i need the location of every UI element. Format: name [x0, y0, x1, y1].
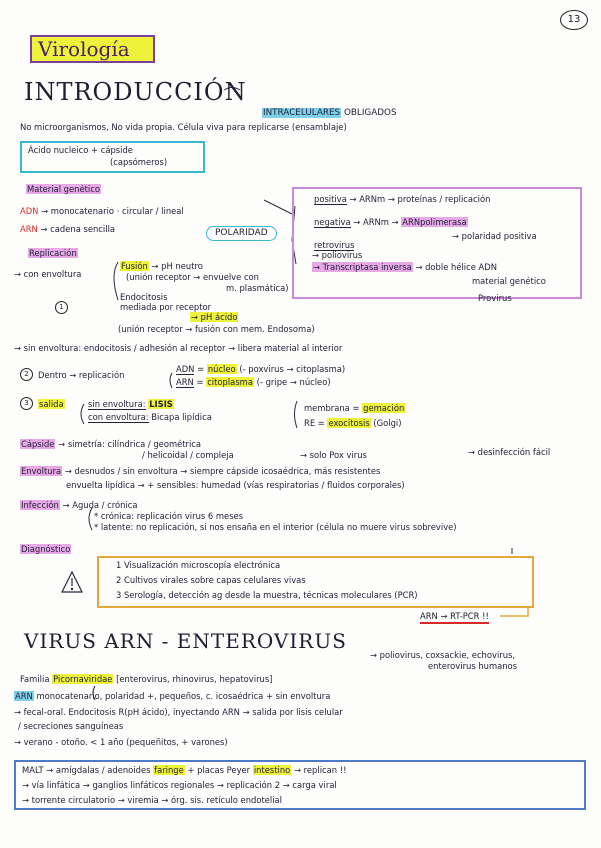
rep-adn-nucleo: núcleo	[207, 364, 236, 374]
picornaviridae-label: Picornaviridae	[53, 674, 113, 684]
con-envoltura: → con envoltura	[14, 269, 82, 279]
rep-arn-tail: (- gripe → núcleo)	[256, 377, 331, 387]
exocitosis-label: exocitosis	[328, 418, 370, 428]
polio-list-1: → poliovirus, coxsackie, echovirus,	[370, 650, 516, 660]
pol-negativa-text: → ARNm →	[353, 217, 399, 227]
fusion-label: Fusión	[121, 261, 148, 271]
acido-line-1: Ácido nucleico + cápside	[28, 145, 133, 155]
fusion-desc-2: m. plasmática)	[226, 283, 289, 293]
transcriptasa-label: → Transcriptasa inversa	[313, 262, 412, 272]
rep-arn: ARN	[176, 377, 194, 387]
torrente-label: → torrente circulatorio → viremia → órg. sis. retículo endotelial	[22, 795, 282, 805]
fecal-text: Endocitosis R(pH ácido), inyectando ARN → salida por lisis celular	[68, 707, 343, 717]
diag-3: 3 Serología, detección ag desde la muestra, técnicas moleculares (PCR)	[116, 590, 418, 600]
pol-positiva-text: → ARNm → proteínas / replicación	[349, 194, 491, 204]
warning-icon	[62, 572, 82, 592]
fusion-ph: → pH neutro	[151, 261, 203, 271]
infeccion-text: → Aguda / crónica	[62, 500, 138, 510]
familia-label: Familia	[20, 674, 50, 684]
step-3-badge: 3	[20, 397, 33, 410]
infeccion-label: Infección	[21, 500, 59, 510]
sin-envoltura: → sin envoltura: endocitosis / adhesión al receptor → libera material al interior	[14, 343, 343, 353]
obligados-label: OBLIGADOS	[343, 108, 397, 118]
capside-text: → simetría: cilíndrica / geométrica	[58, 439, 202, 449]
bicapa-label: Bicapa lipídica	[151, 412, 212, 422]
provirus-label: Provirus	[478, 293, 512, 303]
faringe-label: faringe	[154, 765, 184, 775]
acido-line-2: (capsómeros)	[110, 157, 168, 167]
infeccion-brace	[89, 508, 92, 530]
diag-2: 2 Cultivos virales sobre capas celulares vivas	[116, 575, 306, 585]
golgi-label: (Golgi)	[373, 418, 402, 428]
lisis-label: LISIS	[149, 399, 173, 409]
virus-heading: VIRUS ARN - ENTEROVIRUS	[24, 629, 347, 653]
familia-tail: [enterovirus, rhinovirus, hepatovirus]	[116, 674, 273, 684]
arn-label: ARN	[20, 224, 38, 234]
capside-label: Cápside	[21, 439, 55, 449]
via-linfatica: → vía linfática → ganglios linfáticos regionales → replicación 2 → carga viral	[22, 780, 337, 790]
replican-label: → replican !!	[293, 765, 347, 775]
polaridad-badge: POLARIDAD	[206, 226, 277, 241]
dentro-brace	[170, 373, 172, 388]
adn-text: → monocatenario · circular / lineal	[41, 206, 184, 216]
envoltura-label: Envoltura	[21, 466, 62, 476]
rep-adn-eq: =	[197, 364, 205, 374]
salida-label: salida	[39, 399, 64, 409]
retrovirus-label: retrovirus	[314, 240, 355, 250]
ph-acido: → pH ácido	[191, 312, 238, 322]
bicapa-brace	[295, 401, 298, 428]
step-2-badge: 2	[20, 368, 33, 381]
capside-text-2: / helicoidal / compleja	[142, 450, 234, 460]
replicacion-label: Replicación	[29, 248, 77, 258]
diag-1: 1 Visualización microscopía electrónica	[116, 560, 281, 570]
re-label: RE =	[304, 418, 325, 428]
endo-desc: (unión receptor → fusión con mem. Endosoma)	[118, 324, 315, 334]
intro-heading: INTRODUCCIÓN	[24, 78, 247, 106]
polio-list-2: enterovirus humanos	[428, 661, 518, 671]
rep-adn: ADN	[176, 364, 195, 374]
sin-envoltura-2: sin envoltura:	[88, 399, 146, 409]
material-genetico-label: Material genético	[27, 184, 100, 194]
cronica-label: * crónica: replicación virus 6 meses	[94, 511, 244, 521]
arn-polimerasa: ARNpolimerasa	[402, 217, 467, 227]
polaridad-arrow	[264, 200, 292, 214]
arn-2-text: monocatenario, polaridad +, pequeños, c. icosaédrica + sin envoltura	[36, 691, 331, 701]
pol-positiva: positiva	[314, 194, 347, 204]
fecal-label: → fecal-oral.	[14, 707, 66, 717]
adn-label: ADN	[20, 206, 39, 216]
transcriptasa-text: → doble hélice ADN	[415, 262, 497, 272]
arn-rtpcr: ARN → RT-PCR !!	[420, 611, 489, 624]
placas-label: + placas Peyer	[187, 765, 251, 775]
latente-label: * latente: no replicación, si nos ensaña en el interior (célula no muere virus sobrevive)	[94, 522, 457, 532]
arn-text: → cadena sencilla	[40, 224, 116, 234]
dentro-label: Dentro → replicación	[38, 370, 125, 380]
pol-negativa: negativa	[314, 217, 351, 227]
gemacion-label: gemación	[363, 403, 405, 413]
rep-arn-eq: =	[196, 377, 204, 387]
arn-2: ARN	[15, 691, 33, 701]
rep-adn-tail: (- poxvirus → citoplasma)	[239, 364, 346, 374]
replicacion-brace	[114, 262, 118, 300]
solo-pox: → solo Pox virus	[300, 450, 367, 460]
salida-brace	[81, 404, 84, 424]
malt-label: MALT → amígdalas / adenoides	[22, 765, 151, 775]
step-1-badge: 1	[55, 301, 68, 314]
membrana-label: membrana =	[304, 403, 360, 413]
page-number: 13	[560, 10, 588, 30]
page-title: Virología	[30, 35, 155, 63]
desinfeccion-label: → desinfección fácil	[468, 447, 551, 457]
mediada-label: mediada por receptor	[120, 302, 212, 312]
endocitosis-label: Endocitosis	[120, 292, 168, 302]
diagnostico-label: Diagnóstico	[21, 544, 71, 554]
secreciones-label: / secreciones sanguíneas	[18, 721, 124, 731]
intracelulares-label: INTRACELULARES	[263, 108, 341, 118]
pol-negativa-2: → polaridad positiva	[452, 231, 537, 241]
verano-label: → verano - otoño. < 1 año (pequeñitos, + varones)	[14, 737, 228, 747]
con-envoltura-2: con envoltura:	[88, 412, 149, 422]
material-gen-2: material genético	[472, 276, 546, 286]
envoltura-text-2: envuelta lipídica → + sensibles: humedad (vías respiratorias / fluidos corporales)	[66, 480, 405, 490]
intro-line: No microorganismos, No vida propia. Célula viva para replicarse (ensamblaje)	[20, 122, 347, 132]
rep-arn-citoplasma: citoplasma	[207, 377, 253, 387]
envoltura-text: → desnudos / sin envoltura → siempre cápside icosaédrica, más resistentes	[64, 466, 381, 476]
intestino-label: intestino	[253, 765, 291, 775]
poliovirus-label: → poliovirus	[312, 250, 363, 260]
fusion-desc-1: (unión receptor → envuelve con	[126, 272, 259, 282]
